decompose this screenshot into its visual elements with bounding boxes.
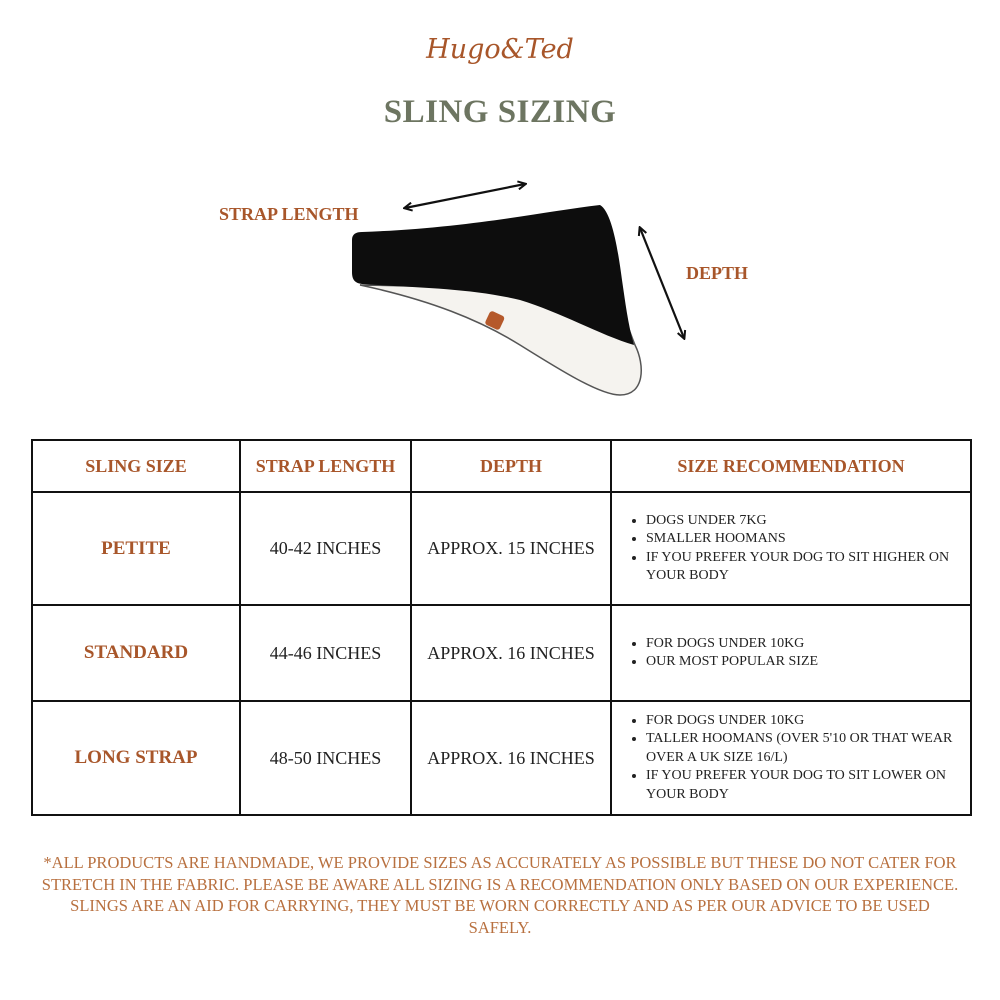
header-strap-length: STRAP LENGTH <box>240 440 411 492</box>
recommendation-list <box>630 512 962 586</box>
recommendation-item: • FOR DOGS UNDER 10KG <box>646 712 962 731</box>
recommendation-item: • IF YOU PREFER YOUR DOG TO SIT HIGHER ON YOUR BODY <box>646 549 962 586</box>
size-name: LONG STRAP <box>32 701 240 815</box>
recommendation-list <box>630 712 962 805</box>
disclaimer-footnote: *ALL PRODUCTS ARE HANDMADE, WE PROVIDE SIZES AS ACCURATELY AS POSSIBLE BUT THESE DO NOT CATER FOR STRETCH IN THE FABRIC. PLEASE BE AWARE ALL SIZING IS A RECOMMENDATION ONLY BASED ON OUR EXPERIENCE. SLINGS ARE AN AID FOR CARRYING, THEY MUST BE WORN CORRECTLY AND AS PER OUR ADVICE TO BE USED SAFELY. <box>41 853 959 937</box>
depth-value: APPROX. 16 INCHES <box>411 701 611 815</box>
table-row <box>32 701 971 815</box>
depth-arrow <box>640 228 684 338</box>
table-row <box>32 492 971 605</box>
recommendation-item: • SMALLER HOOMANS <box>646 530 962 549</box>
header-depth: DEPTH <box>411 440 611 492</box>
recommendation-list <box>630 635 962 672</box>
strap-length-arrow <box>405 184 525 208</box>
strap-length-value: 40-42 INCHES <box>240 492 411 605</box>
strap-length-label: STRAP LENGTH <box>219 204 359 224</box>
strap-length-value: 44-46 INCHES <box>240 605 411 701</box>
depth-value: APPROX. 16 INCHES <box>411 605 611 701</box>
header-size-recommendation: SIZE RECOMMENDATION <box>611 440 971 492</box>
recommendation-cell <box>611 701 971 815</box>
size-name: PETITE <box>32 492 240 605</box>
strap-length-value: 48-50 INCHES <box>240 701 411 815</box>
recommendation-item: • FOR DOGS UNDER 10KG <box>646 635 962 654</box>
table-header-row <box>32 440 971 492</box>
recommendation-cell <box>611 492 971 605</box>
recommendation-item: • OUR MOST POPULAR SIZE <box>646 653 962 672</box>
recommendation-cell <box>611 605 971 701</box>
size-name: STANDARD <box>32 605 240 701</box>
header-sling-size: SLING SIZE <box>32 440 240 492</box>
sling-illustration <box>0 0 1000 430</box>
page-title: SLING SIZING <box>383 94 617 130</box>
sizing-table <box>31 439 972 816</box>
recommendation-item: • IF YOU PREFER YOUR DOG TO SIT LOWER ON YOUR BODY <box>646 767 962 804</box>
brand-logo: Hugo&Ted <box>426 34 574 65</box>
depth-value: APPROX. 15 INCHES <box>411 492 611 605</box>
table-row <box>32 605 971 701</box>
recommendation-item: • DOGS UNDER 7KG <box>646 512 962 531</box>
depth-label: DEPTH <box>686 263 749 283</box>
recommendation-item: • TALLER HOOMANS (OVER 5'10 OR THAT WEAR OVER A UK SIZE 16/L) <box>646 730 962 767</box>
